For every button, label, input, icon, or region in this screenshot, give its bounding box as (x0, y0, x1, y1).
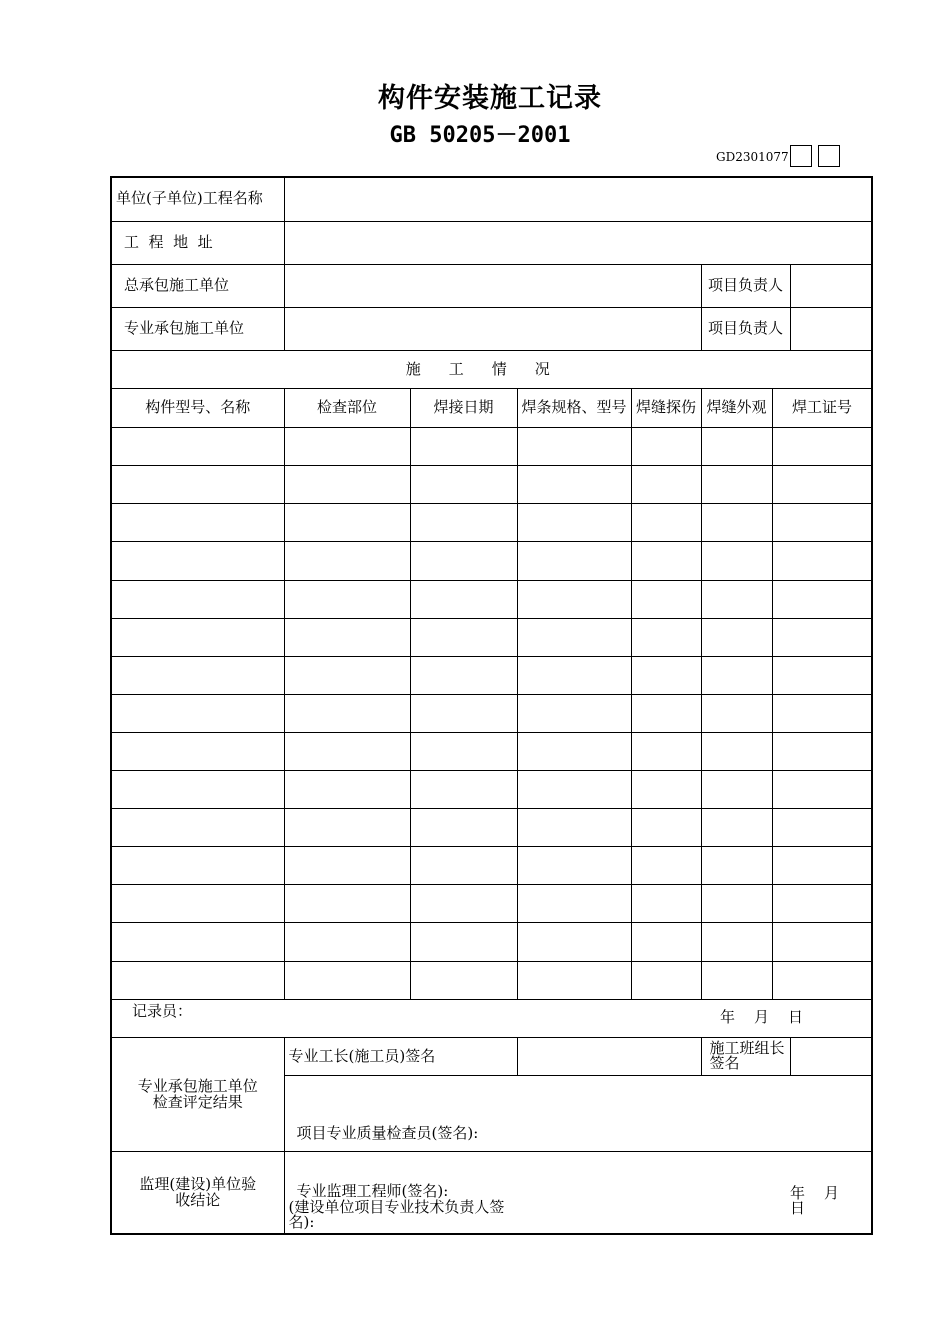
table-cell[interactable] (284, 847, 410, 885)
table-row (111, 809, 872, 847)
recorder-date: 年 月 日 (720, 999, 872, 1037)
table-cell[interactable] (517, 961, 631, 999)
column-header: 焊接日期 (410, 389, 517, 428)
table-cell[interactable] (772, 466, 872, 504)
table-cell[interactable] (111, 542, 284, 580)
supervision-signatures (284, 1152, 720, 1234)
table-cell[interactable] (517, 428, 631, 466)
table-cell[interactable] (631, 961, 701, 999)
table-cell[interactable] (517, 504, 631, 542)
table-cell[interactable] (410, 504, 517, 542)
table-cell[interactable] (772, 961, 872, 999)
table-cell[interactable] (410, 580, 517, 618)
column-header: 检查部位 (284, 389, 410, 428)
column-header: 焊缝探伤 (631, 389, 701, 428)
table-cell[interactable] (284, 580, 410, 618)
table-cell[interactable] (410, 923, 517, 961)
table-cell[interactable] (517, 732, 631, 770)
table-cell[interactable] (701, 694, 772, 732)
project-name-label: 单位(子单位)工程名称 (111, 177, 284, 221)
table-cell[interactable] (701, 732, 772, 770)
table-cell[interactable] (111, 504, 284, 542)
table-cell[interactable] (111, 885, 284, 923)
table-cell[interactable] (772, 618, 872, 656)
table-row (111, 656, 872, 694)
table-row (111, 618, 872, 656)
table-cell[interactable] (284, 961, 410, 999)
table-cell[interactable] (631, 542, 701, 580)
table-cell[interactable] (631, 618, 701, 656)
table-cell[interactable] (517, 656, 631, 694)
table-cell[interactable] (111, 694, 284, 732)
table-cell[interactable] (772, 542, 872, 580)
table-cell[interactable] (111, 961, 284, 999)
specialty-manager-label: 项目负责人 (701, 307, 790, 350)
table-cell[interactable] (701, 809, 772, 847)
table-cell[interactable] (284, 694, 410, 732)
table-cell[interactable] (410, 732, 517, 770)
table-cell[interactable] (410, 656, 517, 694)
specialty-check-label: 专业承包施工单位检查评定结果 (111, 1037, 284, 1151)
table-cell[interactable] (701, 656, 772, 694)
specialty-contractor-field[interactable] (284, 307, 701, 350)
project-name-field[interactable] (284, 177, 872, 221)
foreman-label: 专业工长(施工员)签名 (284, 1037, 517, 1075)
table-cell[interactable] (284, 885, 410, 923)
table-cell[interactable] (517, 618, 631, 656)
table-cell[interactable] (701, 961, 772, 999)
inspector-signature-field[interactable] (720, 1076, 872, 1152)
table-cell[interactable] (772, 428, 872, 466)
table-cell[interactable] (631, 847, 701, 885)
table-row (111, 923, 872, 961)
table-cell[interactable] (410, 466, 517, 504)
code-box-2[interactable] (818, 145, 840, 167)
table-cell[interactable] (631, 771, 701, 809)
table-cell[interactable] (284, 656, 410, 694)
general-contractor-field[interactable] (284, 264, 701, 307)
table-cell[interactable] (111, 809, 284, 847)
table-row (111, 542, 872, 580)
table-cell[interactable] (517, 809, 631, 847)
table-cell[interactable] (111, 580, 284, 618)
table-cell[interactable] (701, 771, 772, 809)
team-leader-label: 施工班组长签名 (701, 1037, 790, 1075)
table-row (111, 504, 872, 542)
table-cell[interactable] (772, 656, 872, 694)
table-cell[interactable] (517, 542, 631, 580)
supervision-signature-field[interactable] (720, 1152, 790, 1234)
table-cell[interactable] (111, 847, 284, 885)
table-cell[interactable] (772, 923, 872, 961)
table-cell[interactable] (410, 694, 517, 732)
table-cell[interactable] (701, 618, 772, 656)
table-cell[interactable] (701, 923, 772, 961)
table-row (111, 961, 872, 999)
general-contractor-label: 总承包施工单位 (111, 264, 284, 307)
project-address-label: 工 程 地 址 (111, 221, 284, 264)
column-header: 焊缝外观 (701, 389, 772, 428)
table-cell[interactable] (284, 771, 410, 809)
table-cell[interactable] (284, 809, 410, 847)
table-cell[interactable] (111, 466, 284, 504)
table-row (111, 771, 872, 809)
table-row (111, 732, 872, 770)
data-rows (111, 428, 872, 1000)
general-manager-label: 项目负责人 (701, 264, 790, 307)
inspector-label: 项目专业质量检查员(签名): (284, 1076, 720, 1152)
table-cell[interactable] (772, 732, 872, 770)
table-cell[interactable] (410, 428, 517, 466)
table-row (111, 580, 872, 618)
form-code: GD2301077 (716, 150, 789, 164)
table-cell[interactable] (631, 923, 701, 961)
table-cell[interactable] (284, 542, 410, 580)
table-cell[interactable] (772, 771, 872, 809)
table-cell[interactable] (701, 580, 772, 618)
table-cell[interactable] (284, 504, 410, 542)
table-cell[interactable] (284, 466, 410, 504)
team-leader-signature-field[interactable] (790, 1037, 872, 1075)
table-cell[interactable] (631, 809, 701, 847)
table-cell[interactable] (111, 618, 284, 656)
column-header: 焊工证号 (772, 389, 872, 428)
specialty-contractor-label: 专业承包施工单位 (111, 307, 284, 350)
table-cell[interactable] (631, 885, 701, 923)
table-cell[interactable] (517, 885, 631, 923)
table-cell[interactable] (111, 656, 284, 694)
record-form (110, 176, 873, 1235)
table-cell[interactable] (410, 847, 517, 885)
table-cell[interactable] (410, 809, 517, 847)
table-cell[interactable] (772, 694, 872, 732)
supervision-date: 年 月 日 (790, 1152, 872, 1234)
table-cell[interactable] (517, 580, 631, 618)
table-cell[interactable] (631, 428, 701, 466)
column-header: 焊条规格、型号 (517, 389, 631, 428)
table-cell[interactable] (772, 504, 872, 542)
table-cell[interactable] (772, 580, 872, 618)
standard-number: GB 50205－2001 (389, 123, 571, 148)
table-cell[interactable] (111, 428, 284, 466)
table-row (111, 428, 872, 466)
table-row (111, 466, 872, 504)
table-cell[interactable] (772, 809, 872, 847)
specialty-manager-field[interactable] (790, 307, 872, 350)
table-cell[interactable] (631, 504, 701, 542)
table-cell[interactable] (410, 961, 517, 999)
table-cell[interactable] (701, 885, 772, 923)
table-cell[interactable] (410, 618, 517, 656)
table-cell[interactable] (284, 428, 410, 466)
table-row (111, 885, 872, 923)
section-title: 施工情况 (111, 350, 872, 388)
project-address-field[interactable] (284, 221, 872, 264)
table-cell[interactable] (111, 771, 284, 809)
table-row (111, 694, 872, 732)
table-cell[interactable] (517, 694, 631, 732)
table-cell[interactable] (631, 656, 701, 694)
table-cell[interactable] (631, 466, 701, 504)
code-box-1[interactable] (790, 145, 812, 167)
foreman-signature-field[interactable] (517, 1037, 701, 1075)
table-cell[interactable] (284, 618, 410, 656)
table-cell[interactable] (284, 732, 410, 770)
column-header: 构件型号、名称 (111, 389, 284, 428)
table-cell[interactable] (631, 732, 701, 770)
table-cell[interactable] (517, 466, 631, 504)
table-row (111, 847, 872, 885)
table-cell[interactable] (701, 466, 772, 504)
document-title: 构件安装施工记录 (378, 83, 602, 114)
table-cell[interactable] (701, 504, 772, 542)
table-cell[interactable] (772, 885, 872, 923)
table-cell[interactable] (631, 694, 701, 732)
table-cell[interactable] (701, 428, 772, 466)
engineer-label: 专业监理工程师(签名): (296, 1181, 449, 1200)
table-cell[interactable] (631, 580, 701, 618)
table-cell[interactable] (701, 542, 772, 580)
table-cell[interactable] (517, 771, 631, 809)
table-cell[interactable] (410, 542, 517, 580)
table-cell[interactable] (517, 923, 631, 961)
owner-label: (建设单位项目专业技术负责人签名): (288, 1197, 505, 1232)
recorder-label: 记录员： (111, 999, 720, 1037)
table-cell[interactable] (701, 847, 772, 885)
table-cell[interactable] (410, 885, 517, 923)
table-cell[interactable] (111, 923, 284, 961)
table-cell[interactable] (772, 847, 872, 885)
general-manager-field[interactable] (790, 264, 872, 307)
table-cell[interactable] (410, 771, 517, 809)
table-cell[interactable] (284, 923, 410, 961)
table-cell[interactable] (517, 847, 631, 885)
supervision-label: 监理(建设)单位验收结论 (111, 1152, 284, 1234)
table-cell[interactable] (111, 732, 284, 770)
